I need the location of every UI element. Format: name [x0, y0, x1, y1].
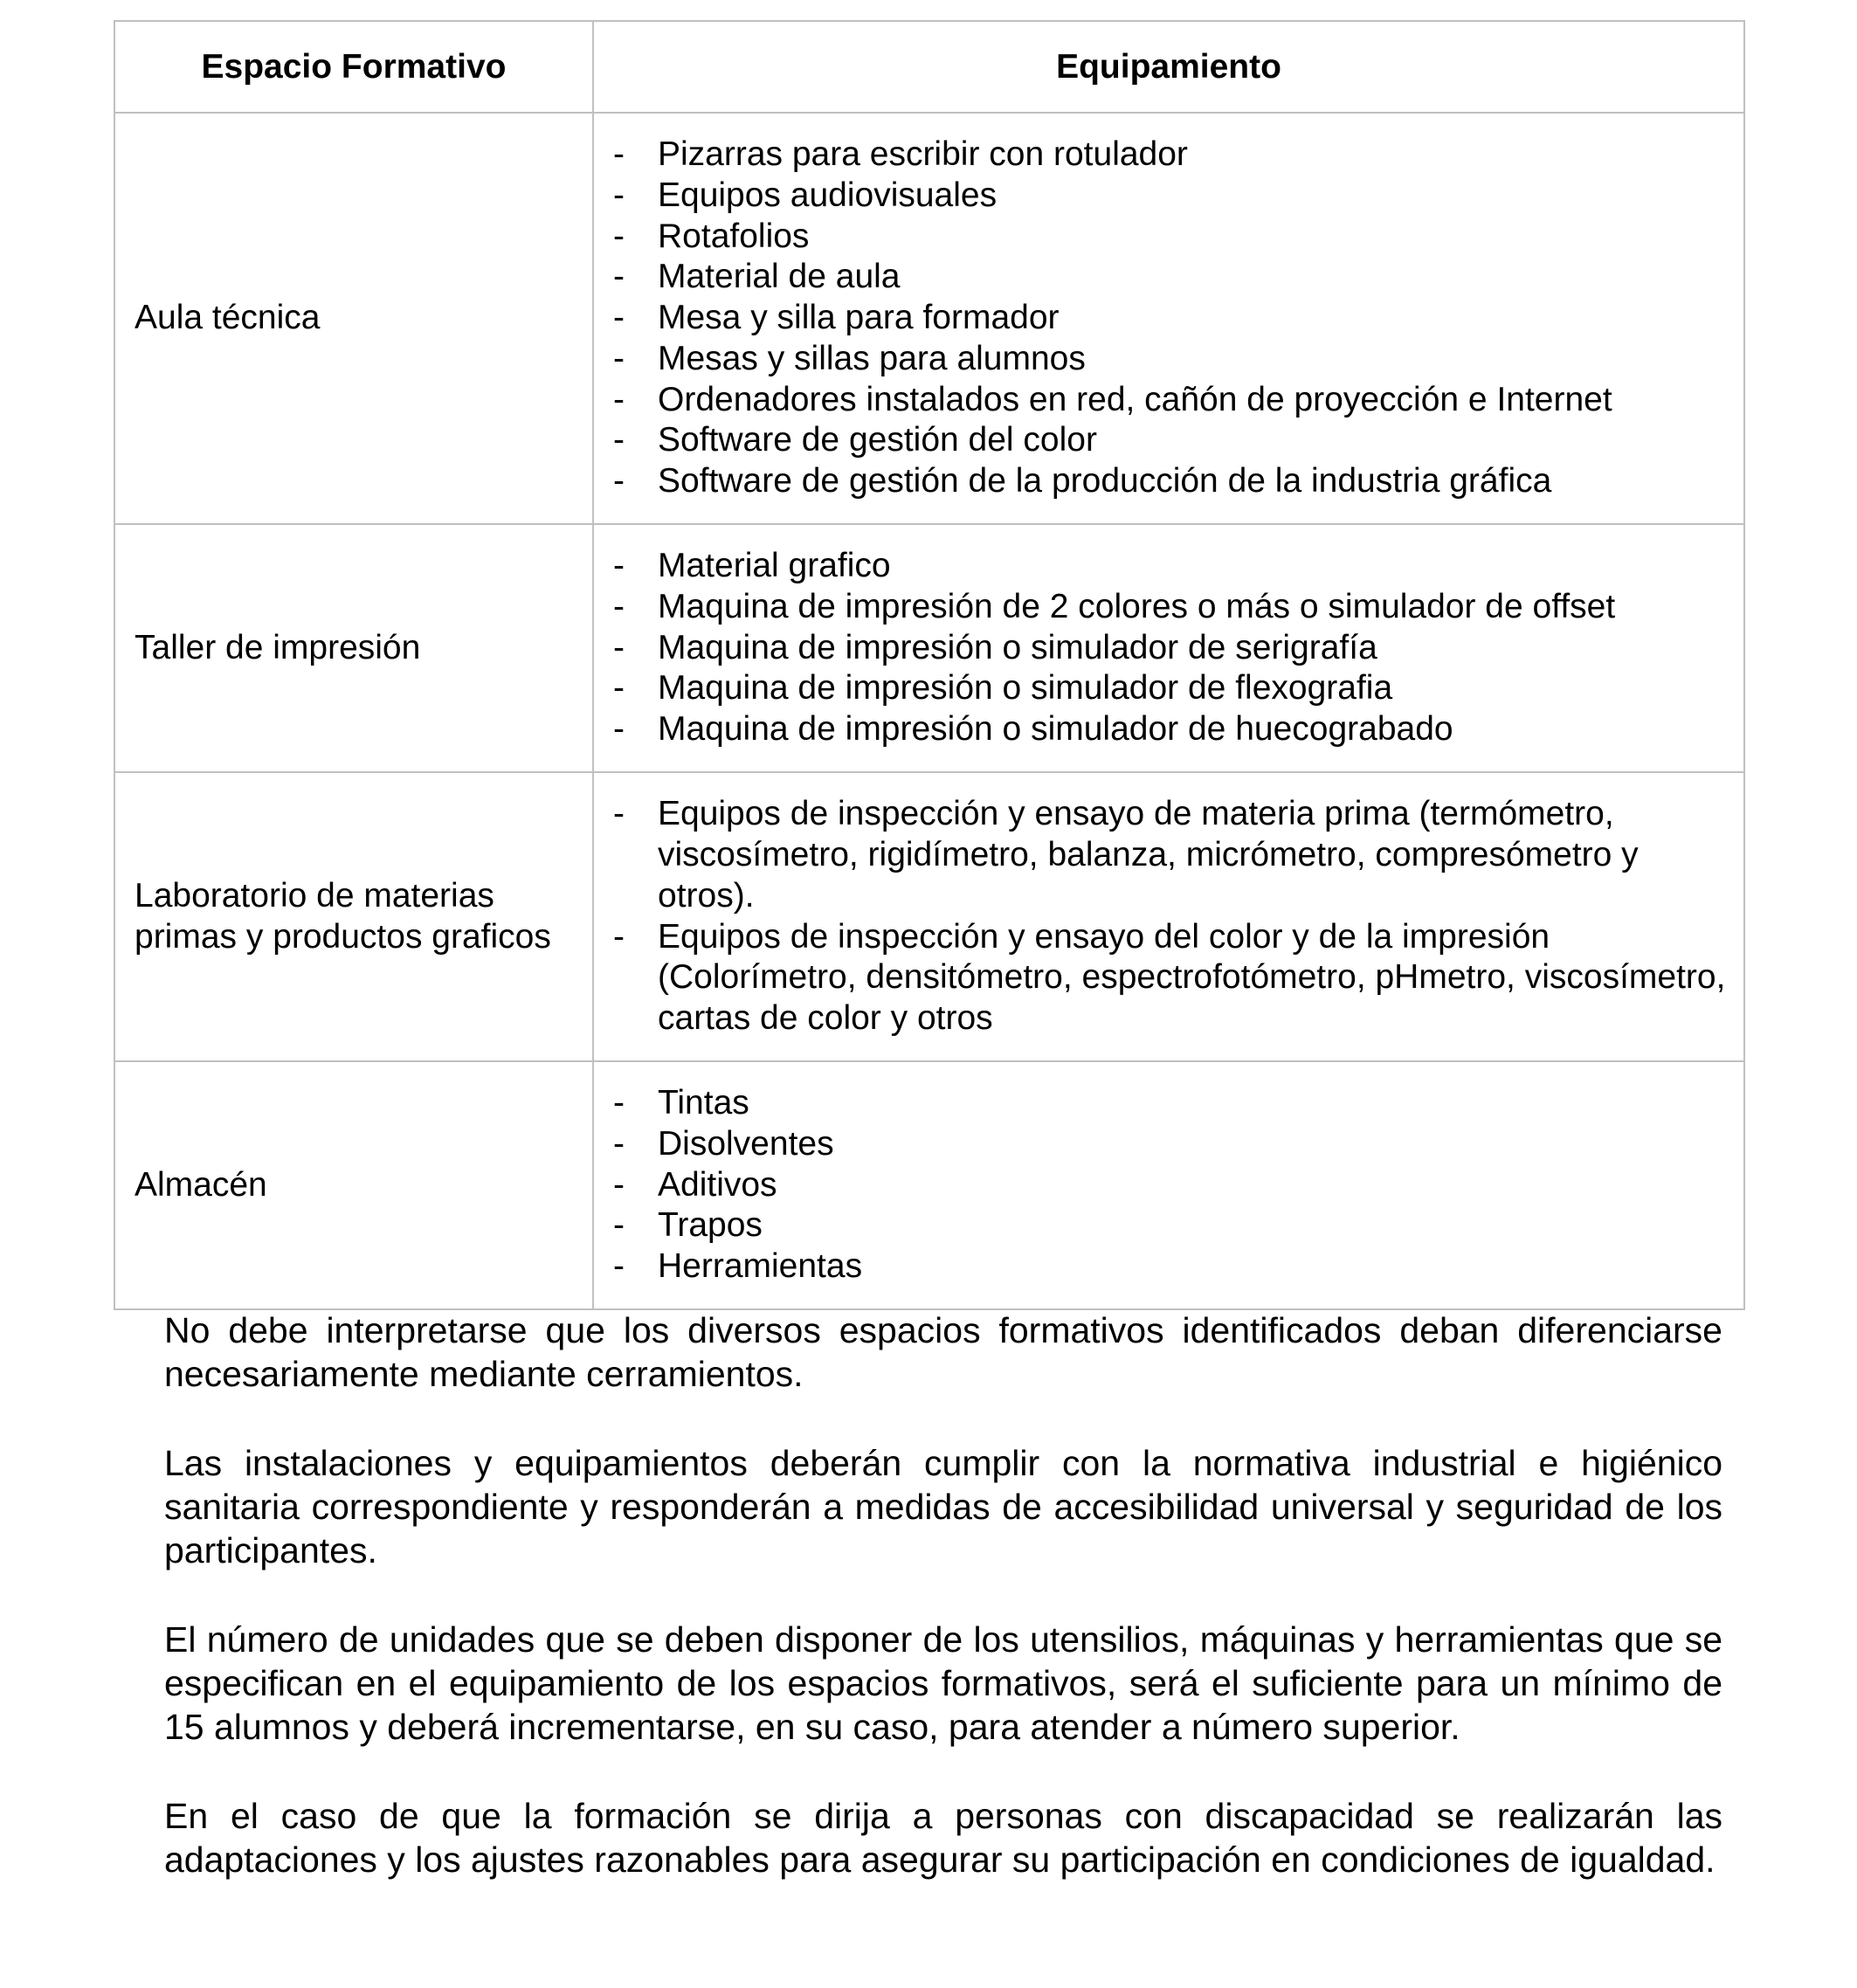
- paragraph-disability: En el caso de que la formación se dirija a personas con discapacidad se realizarán las adaptaciones y los ajustes razonables para asegurar su participación en condiciones de igualdad.: [164, 1796, 1722, 1880]
- header-equipment: Equipamiento: [593, 21, 1744, 113]
- table-row: [114, 524, 1744, 772]
- equipment-list: [613, 1083, 1726, 1287]
- header-space: Espacio Formativo: [114, 21, 593, 113]
- equipment-item: - Mesas y sillas para alumnos: [613, 339, 1726, 380]
- equipment-item: - Maquina de impresión de 2 colores o más o simulador de offset: [613, 587, 1726, 628]
- equipment-item: - Software de gestión de la producción de la industria gráfica: [613, 461, 1726, 502]
- space-name: Taller de impresión: [114, 524, 593, 772]
- space-name: Almacén: [114, 1061, 593, 1309]
- equipment-list: [613, 135, 1726, 502]
- equipment-item: - Mesa y silla para formador: [613, 298, 1726, 339]
- equipment-item: - Material grafico: [613, 546, 1726, 587]
- equipment-cell: [593, 772, 1744, 1061]
- table-row: [114, 1061, 1744, 1309]
- equipment-item: - Herramientas: [613, 1246, 1726, 1287]
- equipment-list: [613, 794, 1726, 1039]
- equipment-item: - Tintas: [613, 1083, 1726, 1124]
- table-row: [114, 113, 1744, 524]
- space-name: Laboratorio de materias primas y productos graficos: [114, 772, 593, 1061]
- notes-section: [164, 1308, 1722, 1927]
- equipment-item: - Equipos de inspección y ensayo de materia prima (termómetro, viscosímetro, rigidímetro, balanza, micrómetro, compresómetro y otros).: [613, 794, 1726, 916]
- paragraph-units: El número de unidades que se deben disponer de los utensilios, máquinas y herramientas que se especifican en el equipamiento de los espacios formativos, será el suficiente para un mínimo de 15 alumnos y deberá incrementarse, en su caso, para atender a número superior.: [164, 1619, 1722, 1747]
- equipment-item: - Equipos de inspección y ensayo del color y de la impresión (Colorímetro, densitómetro, espectrofotómetro, pHmetro, viscosímetro, cartas de color y otros: [613, 917, 1726, 1039]
- equipment-item: - Maquina de impresión o simulador de flexografia: [613, 668, 1726, 709]
- equipment-item: - Equipos audiovisuales: [613, 176, 1726, 217]
- equipment-item: - Trapos: [613, 1205, 1726, 1246]
- equipment-item: - Rotafolios: [613, 217, 1726, 258]
- equipment-item: - Aditivos: [613, 1165, 1726, 1206]
- equipment-item: - Material de aula: [613, 257, 1726, 298]
- equipment-item: - Maquina de impresión o simulador de huecograbado: [613, 709, 1726, 750]
- equipment-table: [114, 20, 1745, 1310]
- equipment-cell: [593, 1061, 1744, 1309]
- equipment-item: - Software de gestión del color: [613, 420, 1726, 461]
- equipment-cell: [593, 524, 1744, 772]
- table-row: [114, 772, 1744, 1061]
- space-name: Aula técnica: [114, 113, 593, 524]
- paragraph-enclosures: No debe interpretarse que los diversos espacios formativos identificados deban diferenciarse necesariamente mediante cerramientos.: [164, 1310, 1722, 1394]
- equipment-item: - Pizarras para escribir con rotulador: [613, 135, 1726, 176]
- paragraph-regulations: Las instalaciones y equipamientos deberán cumplir con la normativa industrial e higiénico sanitaria correspondiente y responderán a medidas de accesibilidad universal y seguridad de los participantes.: [164, 1443, 1722, 1570]
- table-header-row: [114, 21, 1744, 113]
- equipment-list: [613, 546, 1726, 750]
- equipment-item: - Maquina de impresión o simulador de serigrafía: [613, 628, 1726, 669]
- equipment-item: - Disolventes: [613, 1124, 1726, 1165]
- equipment-cell: [593, 113, 1744, 524]
- equipment-item: - Ordenadores instalados en red, cañón de proyección e Internet: [613, 380, 1726, 421]
